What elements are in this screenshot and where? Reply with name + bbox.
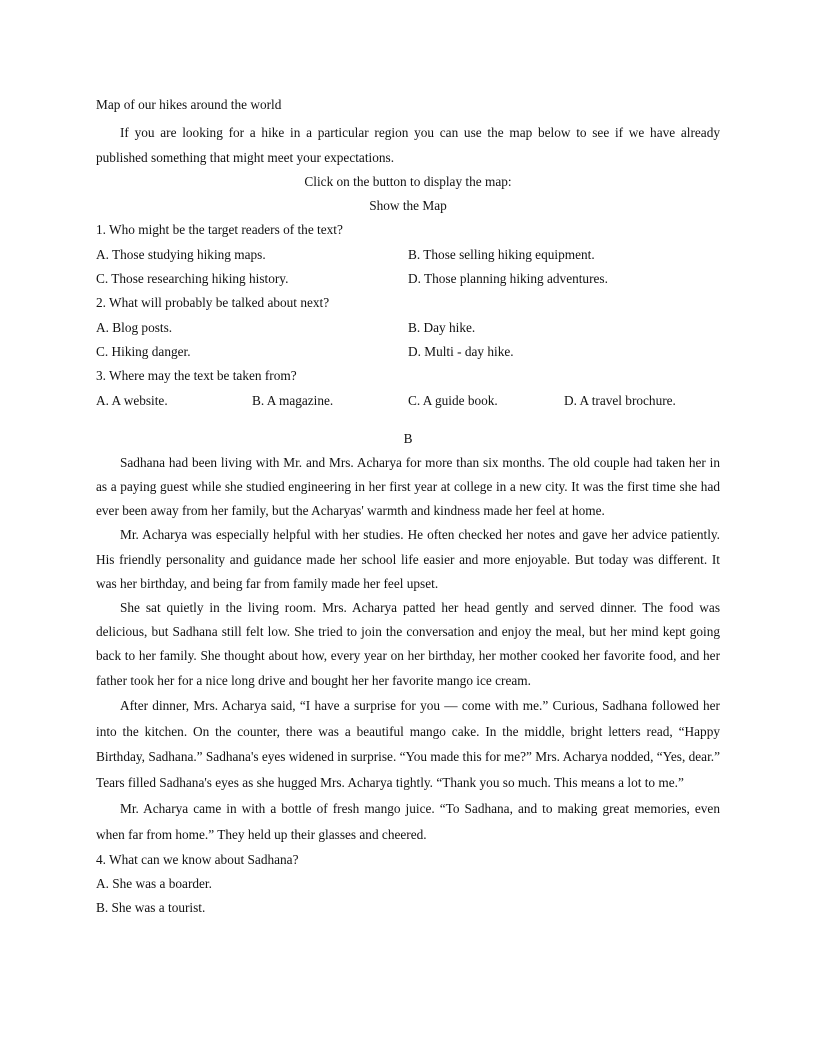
question-1-options-row-1 <box>96 243 720 267</box>
question-4-option-b[interactable]: B. She was a tourist. <box>96 900 206 916</box>
question-2-options-row-2 <box>96 340 720 364</box>
question-2-option-a[interactable]: A. Blog posts. <box>96 319 173 335</box>
question-1-option-c[interactable]: C. Those researching hiking history. <box>96 271 289 287</box>
question-2-option-c[interactable]: C. Hiking danger. <box>96 343 191 359</box>
passage-b-paragraph-2: Mr. Acharya was especially helpful with her studies. He often checked her notes and gave her advice patiently. His friendly personality and guidance made her school life easier and more enjoyable. But today was different. It was her birthday, and being far from family made her feel upset. <box>96 527 720 591</box>
question-1-options-row-2 <box>96 267 720 291</box>
question-4-option-a[interactable]: A. She was a boarder. <box>96 875 212 891</box>
question-3-stem: 3. Where may the text be taken from? <box>96 368 297 384</box>
question-2-option-d[interactable]: D. Multi - day hike. <box>408 343 514 359</box>
question-1-option-b[interactable]: B. Those selling hiking equipment. <box>408 246 595 262</box>
question-1-option-a[interactable]: A. Those studying hiking maps. <box>96 246 266 262</box>
question-3-option-b[interactable]: B. A magazine. <box>252 392 334 408</box>
question-3-option-d[interactable]: D. A travel brochure. <box>564 392 676 408</box>
question-2-options-row-1 <box>96 316 720 340</box>
question-4-stem: 4. What can we know about Sadhana? <box>96 851 299 867</box>
passage-b-paragraph-3: She sat quietly in the living room. Mrs. Acharya patted her head gently and served dinner. The food was delicious, but Sadhana still felt low. She tried to join the conversation and enjoy the meal, but her mind kept going back to her family. She thought about how, every year on her birthday, her mother cooked her favorite food, and her father took her for a nice long drive and bought her her favorite mango ice cream. <box>96 600 720 688</box>
question-1-option-d[interactable]: D. Those planning hiking adventures. <box>408 271 608 287</box>
show-map-button[interactable]: Show the Map <box>369 198 447 214</box>
passage-title: Map of our hikes around the world <box>96 97 282 112</box>
passage-b-paragraph-4: After dinner, Mrs. Acharya said, “I have a surprise for you — come with me.” Curious, Sadhana followed her into the kitchen. On the counter, there was a beautiful mango cake. In the middle, bright letters read, “Happy Birthday, Sadhana.” Sadhana's eyes widened in surprise. “You made this for me?” Mrs. Acharya nodded, “Yes, dear.” Tears filled Sadhana's eyes as she hugged Mrs. Acharya tightly. “Thank you so much. This means a lot to me.” <box>96 697 720 791</box>
question-3-options-row <box>96 389 720 413</box>
question-3-option-c[interactable]: C. A guide book. <box>408 392 498 408</box>
section-b-label: B <box>403 430 413 446</box>
question-2-stem: 2. What will probably be talked about next? <box>96 295 330 311</box>
question-1-stem: 1. Who might be the target readers of the text? <box>96 222 343 238</box>
click-instruction: Click on the button to display the map: <box>304 173 512 189</box>
document-page <box>96 93 720 921</box>
question-2-option-b[interactable]: B. Day hike. <box>408 319 476 335</box>
passage-b-paragraph-5: Mr. Acharya came in with a bottle of fresh mango juice. “To Sadhana, and to making great memories, even when far from home.” They held up their glasses and cheered. <box>96 801 720 842</box>
question-3-option-a[interactable]: A. A website. <box>96 392 168 408</box>
passage-b-paragraph-1: Sadhana had been living with Mr. and Mrs. Acharya for more than six months. The old couple had taken her in as a paying guest while she studied engineering in her first year at college in a new city. It was the first time she had ever been away from her family, but the Acharyas' warmth and kindness made her feel at home. <box>96 454 720 519</box>
passage-intro: If you are looking for a hike in a particular region you can use the map below to see if we have already published something that might meet your expectations. <box>96 125 720 165</box>
